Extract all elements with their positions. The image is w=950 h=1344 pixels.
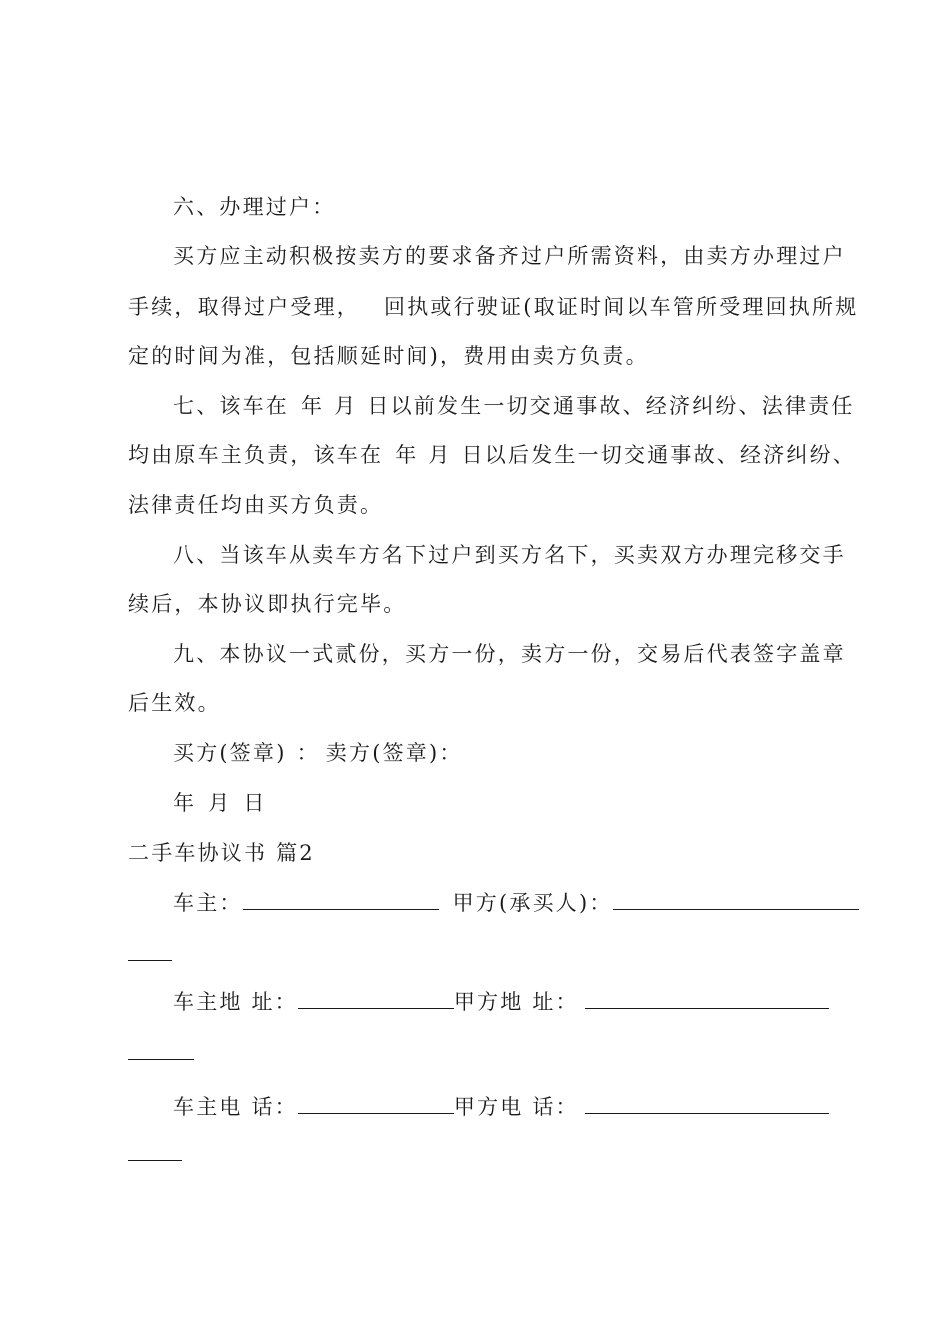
party-a-address-blank-continuation[interactable] bbox=[128, 1059, 194, 1060]
section-6-line-3: 定的时间为准，包括顺延时间)，费用由卖方负责。 bbox=[128, 344, 649, 368]
party-a-address-label: 甲方地 址： bbox=[453, 990, 579, 1014]
section-8-line-1: 八、当该车从卖车方名下过户到买方名下，买卖双方办理完移交手 bbox=[173, 543, 846, 567]
section-7-line-2-a: 均由原车主负责，该车在 bbox=[128, 443, 384, 467]
section-6-heading: 六、办理过户： bbox=[173, 195, 336, 219]
signature-colon: ： bbox=[296, 741, 320, 765]
owner-label: 车主： bbox=[173, 891, 243, 915]
phone-row bbox=[173, 1093, 832, 1120]
owner-address-blank[interactable] bbox=[298, 988, 454, 1009]
section-7-line-3: 法律责任均由买方负责。 bbox=[128, 493, 384, 517]
party-a-label: 甲方(承买人)： bbox=[452, 891, 613, 915]
section-7-line-1 bbox=[173, 393, 855, 419]
section-9-line-2: 后生效。 bbox=[128, 691, 221, 715]
section-7-year-1: 年 bbox=[301, 394, 325, 418]
date-year: 年 bbox=[173, 791, 197, 815]
document-title-part-2: 二手车协议书 篇2 bbox=[128, 841, 315, 865]
party-a-address-blank[interactable] bbox=[585, 988, 829, 1009]
section-6-line-2-part-a: 手续，取得过户受理， bbox=[128, 295, 360, 319]
party-a-phone-label: 甲方电 话： bbox=[453, 1095, 579, 1119]
date-line bbox=[173, 790, 832, 816]
party-a-blank-continuation[interactable] bbox=[128, 960, 172, 961]
owner-blank[interactable] bbox=[243, 889, 439, 910]
owner-phone-blank[interactable] bbox=[298, 1093, 454, 1114]
seller-signature-label: 卖方(签章)： bbox=[325, 741, 463, 765]
section-7-month-1: 月 bbox=[334, 394, 358, 418]
owner-phone-label: 车主电 话： bbox=[173, 1095, 298, 1119]
address-row bbox=[173, 988, 832, 1015]
section-7-line-2-d: 日以后发生一切交通事故、经济纠纷、 bbox=[461, 443, 857, 467]
signature-line bbox=[173, 740, 832, 766]
section-7-month-2: 月 bbox=[428, 443, 452, 467]
party-a-phone-blank-continuation[interactable] bbox=[128, 1160, 182, 1161]
owner-party-a-row bbox=[173, 889, 832, 916]
section-8-line-2: 续后，本协议即执行完毕。 bbox=[128, 592, 407, 616]
section-7-line-1-d: 日以前发生一切交通事故、经济纠纷、法律责任 bbox=[367, 394, 855, 418]
buyer-signature-label: 买方(签章) bbox=[173, 741, 287, 765]
date-day: 日 bbox=[243, 791, 267, 815]
section-7-year-2: 年 bbox=[395, 443, 419, 467]
party-a-phone-blank[interactable] bbox=[585, 1093, 829, 1114]
owner-address-label: 车主地 址： bbox=[173, 990, 298, 1014]
section-6-line-1: 买方应主动积极按卖方的要求备齐过户所需资料，由卖方办理过户 bbox=[173, 244, 846, 268]
section-7-line-1-a: 七、该车在 bbox=[173, 394, 289, 418]
date-month: 月 bbox=[208, 791, 232, 815]
party-a-blank[interactable] bbox=[613, 889, 859, 910]
section-7-line-2 bbox=[128, 442, 857, 468]
section-6-line-2-part-b: 回执或行驶证(取证时间以车管所受理回执所规 bbox=[384, 295, 859, 319]
section-6-line-2 bbox=[128, 294, 859, 320]
section-9-line-1: 九、本协议一式贰份，买方一份，卖方一份，交易后代表签字盖章 bbox=[173, 642, 846, 666]
